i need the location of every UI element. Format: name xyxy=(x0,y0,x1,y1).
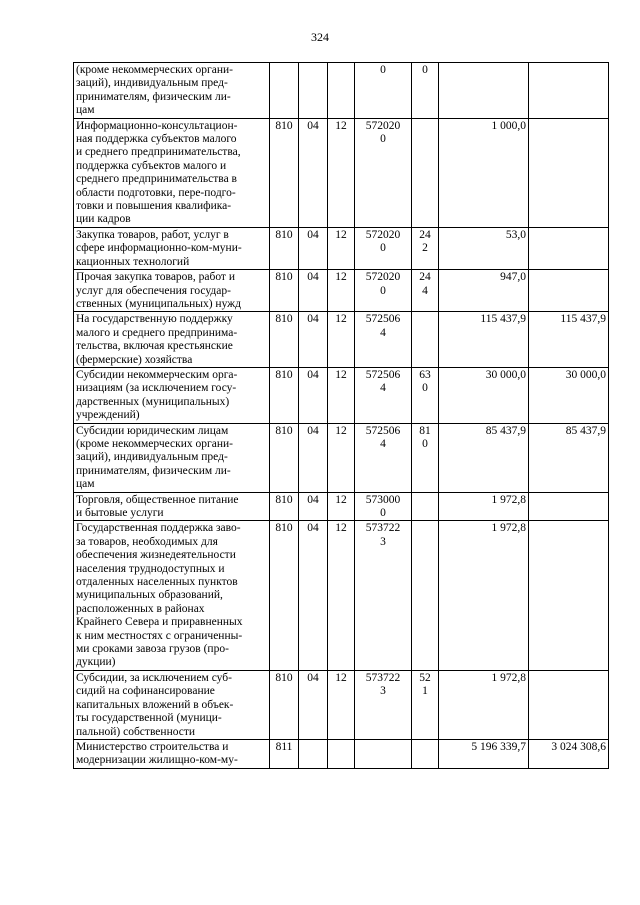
item-name-cell-line: ми сроками завоза грузов (про- xyxy=(76,643,229,656)
item-name-cell-line: услуг для обеспечения государ- xyxy=(76,284,231,297)
table-row xyxy=(74,739,609,768)
target-article-cell xyxy=(355,423,412,492)
item-name-cell-line: низациям (за исключением госу- xyxy=(76,382,237,395)
item-name-cell-line: заций), индивидуальным пред- xyxy=(76,451,228,464)
item-name-cell-line: Крайнего Севера и приравненных xyxy=(76,616,243,629)
subsection-code-cell: 12 xyxy=(328,118,355,227)
expense-type-cell xyxy=(412,521,439,670)
subvention-amount-cell xyxy=(529,492,609,521)
grbs-code-cell: 810 xyxy=(270,670,299,739)
target-article-cell-line: 573722 xyxy=(365,522,401,535)
target-article-cell-line: 0 xyxy=(380,242,386,255)
item-name-cell xyxy=(74,270,270,312)
target-article-cell xyxy=(355,492,412,521)
target-article-cell-line: 572020 xyxy=(365,119,401,132)
item-name-cell xyxy=(74,227,270,269)
item-name-cell-line: Субсидии некоммерческим орга- xyxy=(76,368,238,381)
grbs-code-cell: 810 xyxy=(270,312,299,368)
subvention-amount-cell xyxy=(529,227,609,269)
item-name-cell-line: муниципальных образований, xyxy=(76,589,223,602)
item-name-cell-line: (кроме некоммерческих органи- xyxy=(76,64,233,76)
item-name-cell-line: (кроме некоммерческих органи- xyxy=(76,437,233,450)
total-amount-cell: 30 000,0 xyxy=(439,367,529,423)
expense-type-cell xyxy=(412,270,439,312)
section-code-cell: 04 xyxy=(299,118,328,227)
target-article-cell-line: 572506 xyxy=(365,424,401,437)
item-name-cell-line: Закупка товаров, работ, услуг в xyxy=(76,228,229,241)
total-amount-cell: 1 972,8 xyxy=(439,492,529,521)
section-code-cell: 04 xyxy=(299,227,328,269)
section-code-cell: 04 xyxy=(299,367,328,423)
item-name-cell xyxy=(74,492,270,521)
item-name-cell-line: цам xyxy=(76,478,95,491)
budget-table xyxy=(73,62,609,769)
target-article-cell xyxy=(355,312,412,368)
item-name-cell-line: Торговля, общественное питание xyxy=(76,493,239,506)
item-name-cell xyxy=(74,367,270,423)
target-article-cell-line: 0 xyxy=(380,507,386,519)
section-code-cell: 04 xyxy=(299,670,328,739)
section-code-cell: 04 xyxy=(299,521,328,670)
target-article-cell-line: 0 xyxy=(380,133,386,146)
item-name-cell-line: и бытовые услуги xyxy=(76,507,164,519)
target-article-cell-line: 4 xyxy=(380,326,386,339)
subsection-code-cell: 12 xyxy=(328,312,355,368)
subsection-code-cell: 12 xyxy=(328,521,355,670)
subvention-amount-cell xyxy=(529,670,609,739)
total-amount-cell: 53,0 xyxy=(439,227,529,269)
grbs-code-cell: 810 xyxy=(270,227,299,269)
item-name-cell xyxy=(74,423,270,492)
expense-type-cell xyxy=(412,492,439,521)
total-amount-cell xyxy=(439,63,529,119)
table-row xyxy=(74,670,609,739)
target-article-cell-line: 0 xyxy=(380,284,386,297)
section-code-cell: 04 xyxy=(299,312,328,368)
item-name-cell xyxy=(74,312,270,368)
item-name-cell-line: ная поддержка субъектов малого xyxy=(76,133,237,146)
subsection-code-cell: 12 xyxy=(328,423,355,492)
item-name-cell-line: Информационно-консультацион- xyxy=(76,119,238,132)
expense-type-cell xyxy=(412,367,439,423)
expense-type-cell-line: 63 xyxy=(419,368,431,381)
item-name-cell-line: отдаленных населенных пунктов xyxy=(76,576,238,589)
item-name-cell-line: дукции) xyxy=(76,656,116,669)
expense-type-cell-line: 0 xyxy=(422,64,428,76)
target-article-cell-line: 4 xyxy=(380,437,386,450)
target-article-cell xyxy=(355,118,412,227)
item-name-cell-line: принимателям, физическим ли- xyxy=(76,464,231,477)
item-name-cell-line: к ним местностях с ограниченны- xyxy=(76,629,243,642)
table-row xyxy=(74,521,609,670)
target-article-cell-line: 3 xyxy=(380,535,386,548)
item-name-cell-line: товки и повышения квалифика- xyxy=(76,200,232,213)
item-name-cell-line: малого и среднего предпринима- xyxy=(76,326,238,339)
item-name-cell-line: поддержка субъектов малого и xyxy=(76,159,227,172)
item-name-cell-line: ции кадров xyxy=(76,213,131,226)
section-code-cell: 04 xyxy=(299,423,328,492)
target-article-cell xyxy=(355,63,412,119)
item-name-cell-line: (фермерские) хозяйства xyxy=(76,353,193,366)
item-name-cell-line: капитальных вложений в объек- xyxy=(76,698,234,711)
item-name-cell-line: дарственных (муниципальных) xyxy=(76,395,230,408)
item-name-cell-line: учреждений) xyxy=(76,409,140,422)
grbs-code-cell: 811 xyxy=(270,739,299,768)
section-code-cell xyxy=(299,63,328,119)
subsection-code-cell xyxy=(328,63,355,119)
item-name-cell-line: тельства, включая крестьянские xyxy=(76,340,233,353)
target-article-cell xyxy=(355,270,412,312)
section-code-cell: 04 xyxy=(299,270,328,312)
subvention-amount-cell xyxy=(529,63,609,119)
expense-type-cell-line: 24 xyxy=(419,271,431,284)
subsection-code-cell: 12 xyxy=(328,492,355,521)
subsection-code-cell: 12 xyxy=(328,670,355,739)
item-name-cell-line: заций), индивидуальным пред- xyxy=(76,77,228,90)
total-amount-cell: 947,0 xyxy=(439,270,529,312)
target-article-cell-line: 0 xyxy=(380,64,386,76)
item-name-cell xyxy=(74,118,270,227)
expense-type-cell-line: 4 xyxy=(422,284,428,297)
target-article-cell xyxy=(355,670,412,739)
item-name-cell-line: ты государственной (муници- xyxy=(76,712,222,725)
subvention-amount-cell: 115 437,9 xyxy=(529,312,609,368)
grbs-code-cell: 810 xyxy=(270,270,299,312)
target-article-cell xyxy=(355,739,412,768)
item-name-cell-line: ственных (муниципальных) нужд xyxy=(76,297,241,310)
expense-type-cell-line: 52 xyxy=(419,671,431,684)
item-name-cell xyxy=(74,63,270,119)
item-name-cell-line: и среднего предпринимательства, xyxy=(76,146,241,159)
target-article-cell-line: 572506 xyxy=(365,313,401,326)
subvention-amount-cell: 85 437,9 xyxy=(529,423,609,492)
expense-type-cell-line: 2 xyxy=(422,242,428,255)
expense-type-cell xyxy=(412,739,439,768)
total-amount-cell: 5 196 339,7 xyxy=(439,739,529,768)
item-name-cell xyxy=(74,739,270,768)
grbs-code-cell: 810 xyxy=(270,367,299,423)
page-number: 324 xyxy=(311,30,329,44)
item-name-cell-line: кационных технологий xyxy=(76,255,190,268)
table-body xyxy=(74,63,609,769)
item-name-cell xyxy=(74,670,270,739)
expense-type-cell-line: 81 xyxy=(419,424,431,437)
target-article-cell-line: 4 xyxy=(380,382,386,395)
table-row xyxy=(74,270,609,312)
target-article-cell xyxy=(355,367,412,423)
expense-type-cell xyxy=(412,423,439,492)
item-name-cell xyxy=(74,521,270,670)
total-amount-cell: 1 972,8 xyxy=(439,521,529,670)
item-name-cell-line: На государственную поддержку xyxy=(76,313,233,326)
grbs-code-cell: 810 xyxy=(270,118,299,227)
target-article-cell xyxy=(355,227,412,269)
subvention-amount-cell xyxy=(529,118,609,227)
item-name-cell-line: среднего предпринимательства в xyxy=(76,173,237,186)
target-article-cell-line: 573000 xyxy=(365,493,401,506)
subsection-code-cell xyxy=(328,739,355,768)
subsection-code-cell: 12 xyxy=(328,367,355,423)
table-row xyxy=(74,367,609,423)
subvention-amount-cell xyxy=(529,270,609,312)
expense-type-cell-line: 0 xyxy=(422,437,428,450)
expense-type-cell-line: 1 xyxy=(422,685,428,698)
expense-type-cell xyxy=(412,312,439,368)
total-amount-cell: 1 000,0 xyxy=(439,118,529,227)
target-article-cell-line: 572506 xyxy=(365,368,401,381)
subsection-code-cell: 12 xyxy=(328,270,355,312)
subvention-amount-cell: 30 000,0 xyxy=(529,367,609,423)
subsection-code-cell: 12 xyxy=(328,227,355,269)
grbs-code-cell: 810 xyxy=(270,521,299,670)
target-article-cell-line: 572020 xyxy=(365,228,401,241)
expense-type-cell xyxy=(412,63,439,119)
table-row xyxy=(74,227,609,269)
grbs-code-cell: 810 xyxy=(270,423,299,492)
section-code-cell xyxy=(299,739,328,768)
item-name-cell-line: сидий на софинансирование xyxy=(76,685,215,698)
expense-type-cell-line: 24 xyxy=(419,228,431,241)
table-row xyxy=(74,312,609,368)
item-name-cell-line: сфере информационно-ком-муни- xyxy=(76,242,242,255)
table-row xyxy=(74,492,609,521)
item-name-cell-line: Прочая закупка товаров, работ и xyxy=(76,271,235,284)
subvention-amount-cell xyxy=(529,521,609,670)
grbs-code-cell xyxy=(270,63,299,119)
expense-type-cell-line: 0 xyxy=(422,382,428,395)
item-name-cell-line: области подготовки, пере-подго- xyxy=(76,186,236,199)
total-amount-cell: 115 437,9 xyxy=(439,312,529,368)
item-name-cell-line: обеспечения жизнедеятельности xyxy=(76,549,236,562)
target-article-cell-line: 3 xyxy=(380,685,386,698)
grbs-code-cell: 810 xyxy=(270,492,299,521)
item-name-cell-line: Государственная поддержка заво- xyxy=(76,522,241,535)
item-name-cell-line: расположенных в районах xyxy=(76,602,205,615)
item-name-cell-line: пальной) собственности xyxy=(76,725,196,738)
table-row xyxy=(74,63,609,119)
section-code-cell: 04 xyxy=(299,492,328,521)
item-name-cell-line: цам xyxy=(76,104,95,117)
subvention-amount-cell: 3 024 308,6 xyxy=(529,739,609,768)
item-name-cell-line: Субсидии юридическим лицам xyxy=(76,424,229,437)
total-amount-cell: 85 437,9 xyxy=(439,423,529,492)
item-name-cell-line: принимателям, физическим ли- xyxy=(76,90,231,103)
item-name-cell-line: населения труднодоступных и xyxy=(76,562,225,575)
item-name-cell-line: модернизации жилищно-ком-му- xyxy=(76,754,238,767)
table-row xyxy=(74,118,609,227)
expense-type-cell xyxy=(412,118,439,227)
table-row xyxy=(74,423,609,492)
target-article-cell-line: 572020 xyxy=(365,271,401,284)
item-name-cell-line: за товаров, необходимых для xyxy=(76,535,218,548)
target-article-cell-line: 573722 xyxy=(365,671,401,684)
total-amount-cell: 1 972,8 xyxy=(439,670,529,739)
target-article-cell xyxy=(355,521,412,670)
item-name-cell-line: Министерство строительства и xyxy=(76,740,229,753)
expense-type-cell xyxy=(412,227,439,269)
item-name-cell-line: Субсидии, за исключением суб- xyxy=(76,671,232,684)
expense-type-cell xyxy=(412,670,439,739)
